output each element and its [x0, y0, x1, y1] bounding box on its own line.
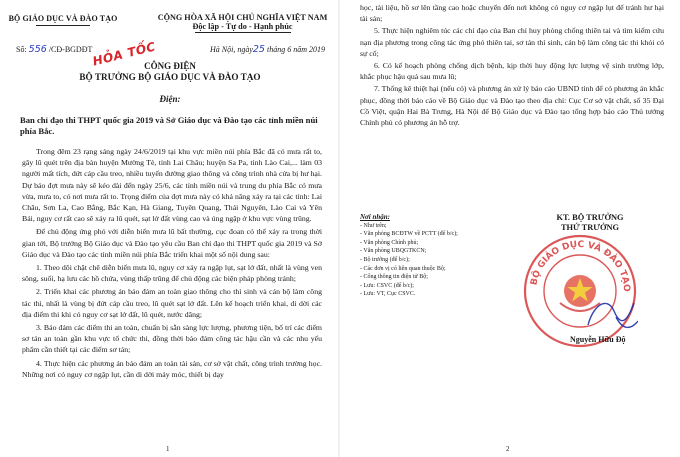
agency-header	[8, 14, 118, 26]
recipient-item: - Bộ trưởng (để b/c);	[360, 256, 410, 263]
body-text-page-2	[360, 2, 664, 129]
recipient-item: - Văn phòng UBQGTKCN;	[360, 248, 427, 255]
paragraph: 4. Thực hiện các phương án bảo đảm an toàn tài sản, cơ sở vật chất, công trình trường học. Những nơi có nguy cơ ngập lụt, cần di dời máy móc, thiết bị dạy	[22, 358, 322, 379]
agency-underline	[36, 25, 90, 26]
paragraph: 2. Triển khai các phương án bảo đảm an toàn giao thông cho thí sinh và cán bộ làm công tác thi, nhất là vùng bị đứt cáp cầu treo, lũ quét sạt lở đất. Lên kế hoạch triển khai, di dời các địa điểm thi khi có nguy cơ sạt lở đất, lũ quét, nước dâng;	[22, 287, 322, 319]
paragraph: Trong đêm 23 rạng sáng ngày 24/6/2019 tại khu vực miền núi phía Bắc đã có mưa rất to, gây lũ quét trên địa bàn huyện Mường Tè, tỉnh Lai Châu; huyện Sa Pa, tỉnh Lào Cai,... làm 03 người mất tích, dứt cáp cầu treo, nhiều tuyến đường giao thông và công trình nhà cửa bị hư hại. Dự báo đợt mưa này sẽ kéo dài đến ngày 25/6, các tỉnh miền núi và trung du phía Bắc có mưa vừa, mưa to, có nơi mưa rất to. Trọng điểm của đợt mưa này có khả năng xảy ra tại các tỉnh: Lai Châu, Sơn La, Cao Bằng, Bắc Kạn, Hà Giang, Tuyên Quang, Thái Nguyên, Lào Cai và Yên Bái, nguy cơ rất cao sẽ xảy ra lũ quét, sạt lở đất vùng cao và úng ngập ở khu vực vùng trũng.	[22, 147, 322, 224]
national-header	[150, 13, 335, 33]
page-number-1: 1	[166, 445, 170, 453]
signer-name: Nguyễn Hữu Độ	[570, 335, 626, 344]
recipient-item: - Các đơn vị có liên quan thuộc Bộ;	[360, 265, 446, 272]
document-type: CÔNG ĐIỆN	[144, 61, 196, 71]
document-issuer: BỘ TRƯỞNG BỘ GIÁO DỤC VÀ ĐÀO TẠO	[79, 72, 261, 82]
place-suffix: tháng 6 năm 2019	[264, 45, 325, 54]
official-seal	[522, 233, 638, 349]
recipient-label: Điện:	[159, 94, 181, 104]
recipients-label: Nơi nhận:	[360, 213, 391, 221]
sign-title: THỨ TRƯỞNG	[560, 223, 620, 232]
paragraph: 3. Bảo đảm các điểm thi an toàn, chuẩn bị sẵn sàng lực lượng, phương tiện, bố trí các điểm sơ tán an toàn gần khu vực tổ chức thi, đồng thời bảo đảm công tác hậu cần và các nhu yếu phẩm cần thiết tại các điểm sơ tán;	[22, 323, 322, 355]
document-subject: Ban chỉ đạo thi THPT quốc gia 2019 và Sở Giáo dục và Đào tạo các tỉnh miền núi phía Bắc.	[20, 115, 318, 136]
recipient-item: - Lưu: CSVC (để b/c);	[360, 282, 414, 289]
recipient-item: - Văn phòng BCĐTW về PCTT (để b/c);	[360, 231, 458, 238]
paragraph: 7. Thống kê thiệt hại (nếu có) và phương án xử lý báo cáo UBND tỉnh để có phương án khắc phục, đồng thời báo cáo về Bộ Giáo dục và Đào tạo theo địa chỉ: Cục Cơ sở vật chất, số 35 Đại Cồ Việt, quận Hai Bà Trưng, Hà Nội để Bộ Giáo dục và Đào tạo tổng hợp báo cáo Thủ tướng Chính phủ có phương án hỗ trợ.	[360, 84, 664, 128]
body-text-page-1	[22, 146, 322, 382]
urgent-stamp: HỎA TỐC	[91, 39, 158, 69]
agency-name: BỘ GIÁO DỤC VÀ ĐÀO TẠO	[8, 14, 118, 23]
national-motto: Độc lập - Tự do - Hạnh phúc	[192, 22, 293, 31]
docnum-prefix: Số:	[16, 45, 29, 54]
recipient-item: - Như trên;	[360, 222, 387, 229]
recipients-block	[360, 213, 490, 299]
paragraph: 1. Theo dõi chặt chẽ diễn biến mưa lũ, nguy cơ xảy ra ngập lụt, sạt lở đất, nhất là vùng ven sông, suối, hạ lưu các hồ chứa, vùng thấp trũng để chủ động các biện pháp phòng tránh;	[22, 263, 322, 284]
place-date	[210, 44, 325, 55]
signature-block	[510, 213, 670, 344]
paragraph: 6. Có kế hoạch phòng chống dịch bệnh, kịp thời huy động lực lượng vệ sinh trường lớp, khắc phục hậu quả sau mưa lũ;	[360, 61, 664, 82]
paragraph: 5. Thực hiện nghiêm túc các chỉ đạo của Ban chỉ huy phòng chống thiên tai và tìm kiếm cứu nạn địa phương trong công tác ứng phó thiên tai, sơ tán thí sinh, cán bộ làm công tác thi khỏi có sự cố;	[360, 26, 664, 58]
seal-text: BỘ GIÁO DỤC VÀ ĐÀO TẠO	[529, 239, 632, 293]
sign-role: KT. BỘ TRƯỞNG	[556, 213, 624, 222]
nation-name: CỘNG HÒA XÃ HỘI CHỦ NGHĨA VIỆT NAM	[157, 13, 328, 22]
paragraph: Để chủ động ứng phó với diễn biến mưa lũ bất thường, cục đoan có thể xảy ra trong thời gian tới, Bộ trưởng Bộ Giáo dục và Đào tạo yêu cầu Ban chỉ đạo thi THPT quốc gia 2019 và Sở Giáo dục và Đào tạo các tỉnh miền núi phía Bắc triển khai một số nội dung sau:	[22, 227, 322, 259]
document-number	[16, 44, 92, 55]
docnum-suffix: /CĐ-BGDĐT	[46, 45, 93, 54]
docnum-handwritten: 556	[28, 44, 47, 55]
place-day-handwritten: 25	[252, 44, 265, 55]
recipient-item: - Lưu: VT, Cục CSVC.	[360, 291, 416, 298]
paragraph: học, tài liệu, hồ sơ lên tầng cao hoặc chuyển đến nơi không có nguy cơ ngập lụt để tránh hư hại tài sản;	[360, 3, 664, 24]
page-number-2: 2	[506, 445, 510, 453]
recipient-item: - Cổng thông tin điện tử Bộ;	[360, 274, 428, 281]
document-page-2	[340, 0, 680, 457]
recipient-item: - Văn phòng Chính phủ;	[360, 239, 419, 246]
motto-underline	[195, 32, 291, 33]
place-prefix: Hà Nội, ngày	[210, 45, 253, 54]
